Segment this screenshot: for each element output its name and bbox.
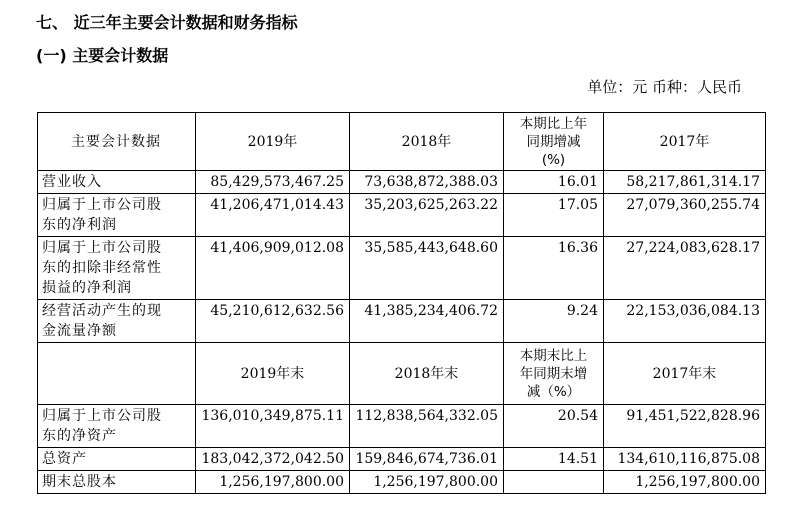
- row-label-line: 营业收入: [42, 174, 102, 190]
- unit-currency-line: 单位：元 币种：人民币: [587, 78, 742, 96]
- subheader-change-line-1: 本期末比上: [519, 347, 588, 364]
- table-row: [38, 471, 766, 494]
- header-main-data: 主要会计数据: [38, 113, 196, 171]
- value-2017-end: 91,451,522,828.96: [604, 405, 766, 448]
- row-label-line: 总资产: [42, 451, 87, 467]
- subheader-change: [504, 343, 604, 405]
- subheader-change-line-2: 年同期末增: [519, 365, 588, 382]
- subheader-change-line-3: 减（%）: [526, 383, 581, 400]
- table-row: [38, 194, 766, 237]
- subsection-title: (一) 主要会计数据: [36, 46, 169, 65]
- row-label: [38, 194, 196, 237]
- value-change: 9.24: [504, 300, 604, 343]
- value-change: 14.51: [504, 448, 604, 471]
- value-2018: 41,385,234,406.72: [350, 300, 504, 343]
- table-row: [38, 237, 766, 300]
- table-row: [38, 300, 766, 343]
- row-label: [38, 237, 196, 300]
- row-label-line: 东的扣除非经常性: [42, 260, 162, 276]
- header-2018: 2018年: [350, 113, 504, 171]
- value-2018-end: 112,838,564,332.05: [350, 405, 504, 448]
- header-change-line-1: 本期比上年: [519, 115, 588, 132]
- row-label: [38, 448, 196, 471]
- value-2019: 85,429,573,467.25: [196, 171, 350, 194]
- header-change-line-2: 同期增减: [526, 133, 581, 150]
- header-change: [504, 113, 604, 171]
- value-2019-end: 1,256,197,800.00: [196, 471, 350, 494]
- value-2019-end: 136,010,349,875.11: [196, 405, 350, 448]
- value-change: 16.01: [504, 171, 604, 194]
- value-2018: 35,203,625,263.22: [350, 194, 504, 237]
- subheader-2018-end: 2018年末: [350, 343, 504, 405]
- value-change: [504, 471, 604, 494]
- value-2018: 73,638,872,388.03: [350, 171, 504, 194]
- table-subheader-row: [38, 343, 766, 405]
- value-2019: 45,210,612,632.56: [196, 300, 350, 343]
- row-label: [38, 471, 196, 494]
- value-2019-end: 183,042,372,042.50: [196, 448, 350, 471]
- header-change-line-3: (%): [541, 151, 566, 168]
- value-2017: 27,079,360,255.74: [604, 194, 766, 237]
- value-2018: 35,585,443,648.60: [350, 237, 504, 300]
- row-label: [38, 405, 196, 448]
- row-label-line: 归属于上市公司股: [42, 240, 162, 256]
- value-2018-end: 159,846,674,736.01: [350, 448, 504, 471]
- table-row: [38, 405, 766, 448]
- header-2017: 2017年: [604, 113, 766, 171]
- subheader-2019-end: 2019年末: [196, 343, 350, 405]
- value-change: 20.54: [504, 405, 604, 448]
- value-2017: 27,224,083,628.17: [604, 237, 766, 300]
- row-label-line: 归属于上市公司股: [42, 408, 162, 424]
- section-title: 七、 近三年主要会计数据和财务指标: [36, 13, 298, 32]
- row-label: [38, 300, 196, 343]
- value-change: 16.36: [504, 237, 604, 300]
- header-2019: 2019年: [196, 113, 350, 171]
- row-label-line: 经营活动产生的现: [42, 303, 162, 319]
- row-label-line: 归属于上市公司股: [42, 197, 162, 213]
- subheader-2017-end: 2017年末: [604, 343, 766, 405]
- row-label: [38, 171, 196, 194]
- table-row: [38, 448, 766, 471]
- row-label-line: 东的净利润: [42, 217, 117, 233]
- value-2019: 41,406,909,012.08: [196, 237, 350, 300]
- row-label-line: 东的净资产: [42, 428, 117, 444]
- value-2017: 22,153,036,084.13: [604, 300, 766, 343]
- value-2019: 41,206,471,014.43: [196, 194, 350, 237]
- subheader-empty: [38, 343, 196, 405]
- value-2018-end: 1,256,197,800.00: [350, 471, 504, 494]
- value-2017-end: 134,610,116,875.08: [604, 448, 766, 471]
- table-header-row: [38, 113, 766, 171]
- row-label-line: 金流量净额: [42, 323, 117, 339]
- value-change: 17.05: [504, 194, 604, 237]
- accounting-data-table: [37, 112, 766, 494]
- row-label-line: 期末总股本: [42, 474, 117, 490]
- value-2017: 58,217,861,314.17: [604, 171, 766, 194]
- value-2017-end: 1,256,197,800.00: [604, 471, 766, 494]
- row-label-line: 损益的净利润: [42, 280, 132, 296]
- table-row: [38, 171, 766, 194]
